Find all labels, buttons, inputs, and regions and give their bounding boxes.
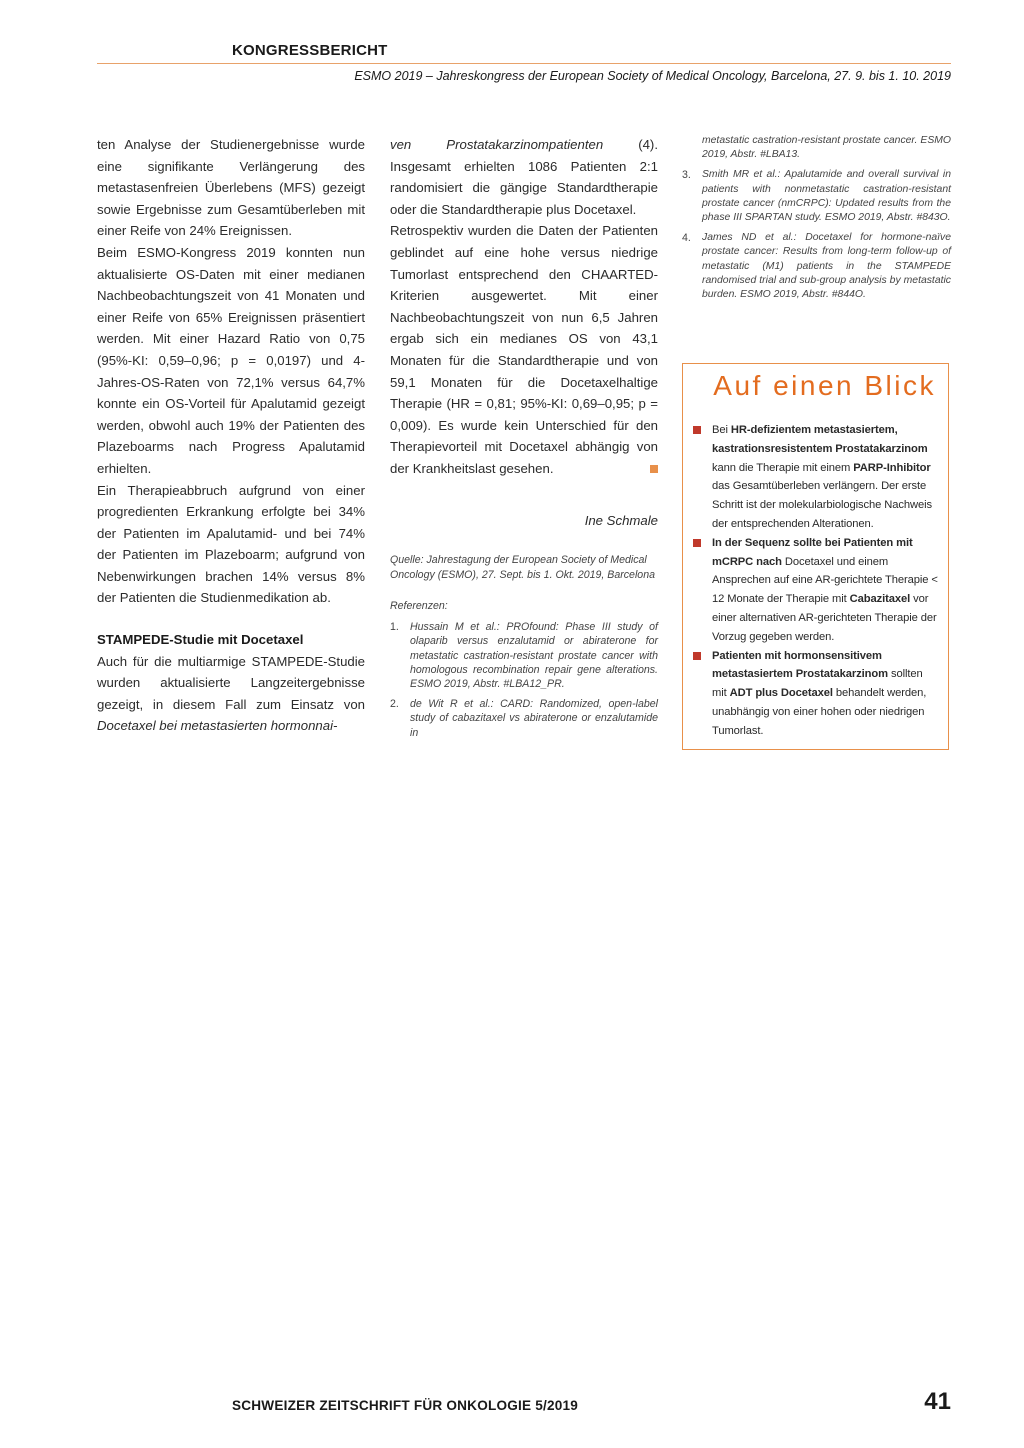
summary-list: [693, 421, 938, 741]
end-mark-icon: [650, 465, 658, 473]
paragraph: [390, 220, 658, 479]
paragraph: [97, 651, 365, 737]
text: Retrospektiv wurden die Daten der Patienten geblindet auf eine hohe versus niedrige Tumorlast entsprechend den CHAARTED-Kriterien ausgewertet. Mit einer Nachbeobachtungszeit von nun 6,5 Jahren ergab sich ein medianes OS von 43,1 Monaten für die Standardtherapie und von 59,1 Monaten für die Docetaxelhaltige Therapie (HR = 0,81; 95%-KI: 0,69–0,95; p = 0,009). Es wurde kein Unterschied für den Therapievorteil mit Docetaxel abhängig von der Krankheitslast gesehen.: [390, 223, 658, 476]
summary-item: [693, 534, 938, 647]
section-title: KONGRESSBERICHT: [232, 42, 388, 59]
paragraph: Ein Therapieabbruch aufgrund von einer progredienten Erkrankung erfolgte bei 34% der Patienten im Apalutamid- und bei 74% der Patienten im Plazeboarm; aufgrund von Nebenwirkungen brachen 14% versus 8% der Patienten die Studienmedikation ab.: [97, 482, 365, 606]
summary-box: [682, 363, 949, 750]
summary-item-text: Bei HR-defizientem metastasiertem, kastrationsresistentem Prostatakarzinom kann die Therapie mit einem PARP-Inhibitor das Gesamtüberleben verlängern. Der erste Schritt ist der molekularbiologische Nachweis der entsprechenden Alterationen.: [712, 424, 932, 530]
reference-text: metastatic castration-resistant prostate cancer. ESMO 2019, Abstr. #LBA13.: [702, 135, 951, 161]
reference-number: [682, 134, 702, 162]
reference-item: [682, 134, 951, 162]
author: Ine Schmale: [584, 512, 658, 528]
header-rule: [97, 63, 951, 64]
header-subtitle: ESMO 2019 – Jahreskongress der European Society of Medical Oncology, Barcelona, 27. 9. bis 1. 10. 2019: [354, 69, 951, 83]
summary-item-text: Patienten mit hormonsensitivem metastasiertem Prostatakarzinom sollten mit ADT plus Docetaxel behandelt werden, unabhängig von einer hohen oder niedrigen Tumorlast.: [712, 649, 927, 737]
bullet-square-icon: [693, 539, 701, 547]
reference-text: Smith MR et al.: Apalutamide and overall survival in patients with nonmetastatic castration-resistant prostate cancer (nmCRPC): Updated results from the phase III SPARTAN study. ESMO 2019, Abstr. #843O.: [702, 169, 951, 224]
reference-item: [682, 231, 951, 302]
column-2: [390, 134, 658, 740]
reference-text: Hussain M et al.: PROfound: Phase III study of olaparib versus enzalutamid or abiraterone for metastatic castration-resistant prostate cancer with homologous recombination repair gene alterations. ESMO 2019, Abstr. #LBA12_PR.: [410, 621, 658, 690]
reference-number: 2.: [390, 698, 399, 711]
column-3-references: [682, 134, 951, 302]
reference-item: [682, 168, 951, 225]
reference-item: [390, 697, 658, 740]
reference-number: 4.: [682, 232, 691, 245]
italic-text: Docetaxel bei metastasierten hormonnai-: [97, 718, 338, 734]
bullet-square-icon: [693, 652, 701, 660]
column-1: [97, 134, 365, 737]
reference-number: 1.: [390, 621, 399, 634]
subheading: STAMPEDE-Studie mit Docetaxel: [97, 632, 304, 648]
summary-item: [693, 647, 938, 741]
text: (4). Insgesamt erhielten 1086 Patienten 2:1 randomisiert die gängige Standardtherapie oder die Standardtherapie plus Docetaxel.: [390, 137, 658, 217]
paragraph: Beim ESMO-Kongress 2019 konnten nun aktualisierte OS-Daten mit einer medianen Nachbeobachtungszeit von 41 Monaten und einer Reife von 65% Ereignissen präsentiert werden. Mit einer Hazard Ratio von 0,75 (95%-KI: 0,59–0,96; p = 0,0197) und 4-Jahres-OS-Raten von 72,1% versus 64,7% konnte ein OS-Vorteil für Apalutamid gezeigt werden, obwohl auch 19% der Patienten des Plazeboarms nach Progress Apalutamid erhielten.: [97, 244, 365, 476]
page-number: 41: [924, 1388, 951, 1415]
text: Auch für die multiarmige STAMPEDE-Studie wurden aktualisierte Langzeitergebnisse gezeigt, in diesem Fall zum Einsatz von: [97, 653, 365, 712]
reference-number: 3.: [682, 169, 691, 182]
paragraph: ten Analyse der Studienergebnisse wurde eine signifikante Verlängerung des metastasenfreien Überlebens (MFS) gezeigt sowie Ergebnisse zum Gesamtüberleben mit einer Reife von 24% Ereignissen.: [97, 137, 365, 239]
summary-item: [693, 421, 938, 534]
paragraph: [390, 134, 658, 220]
italic-text: ven Prostatakarzinompatienten: [390, 137, 604, 152]
bullet-square-icon: [693, 426, 701, 434]
journal-footer: SCHWEIZER ZEITSCHRIFT FÜR ONKOLOGIE 5/2019: [232, 1398, 579, 1413]
summary-box-title: Auf einen Blick: [713, 370, 936, 401]
reference-text: James ND et al.: Docetaxel for hormone-naïve prostate cancer: Results from long-term follow-up of metastatic (M1) patients in the STAMPEDE randomised trial and sub-group analysis by metastatic burden. ESMO 2019, Abstr. #844O.: [702, 232, 951, 301]
summary-item-text: In der Sequenz sollte bei Patienten mit mCRPC nach Docetaxel und einem Ansprechen auf eine AR-gerichtete Therapie < 12 Monate der Therapie mit Cabazitaxel vor einer alternativen AR-gerichteten Therapie der Vorzug gegeben werden.: [712, 536, 938, 643]
source-note: Quelle: Jahrestagung der European Society of Medical Oncology (ESMO), 27. Sept. bis 1. Okt. 2019, Barcelona: [390, 554, 655, 582]
reference-item: [390, 620, 658, 691]
references-title: Referenzen:: [390, 600, 448, 613]
reference-text: de Wit R et al.: CARD: Randomized, open-label study of cabazitaxel vs abiraterone or enzalutamide in: [410, 698, 658, 739]
